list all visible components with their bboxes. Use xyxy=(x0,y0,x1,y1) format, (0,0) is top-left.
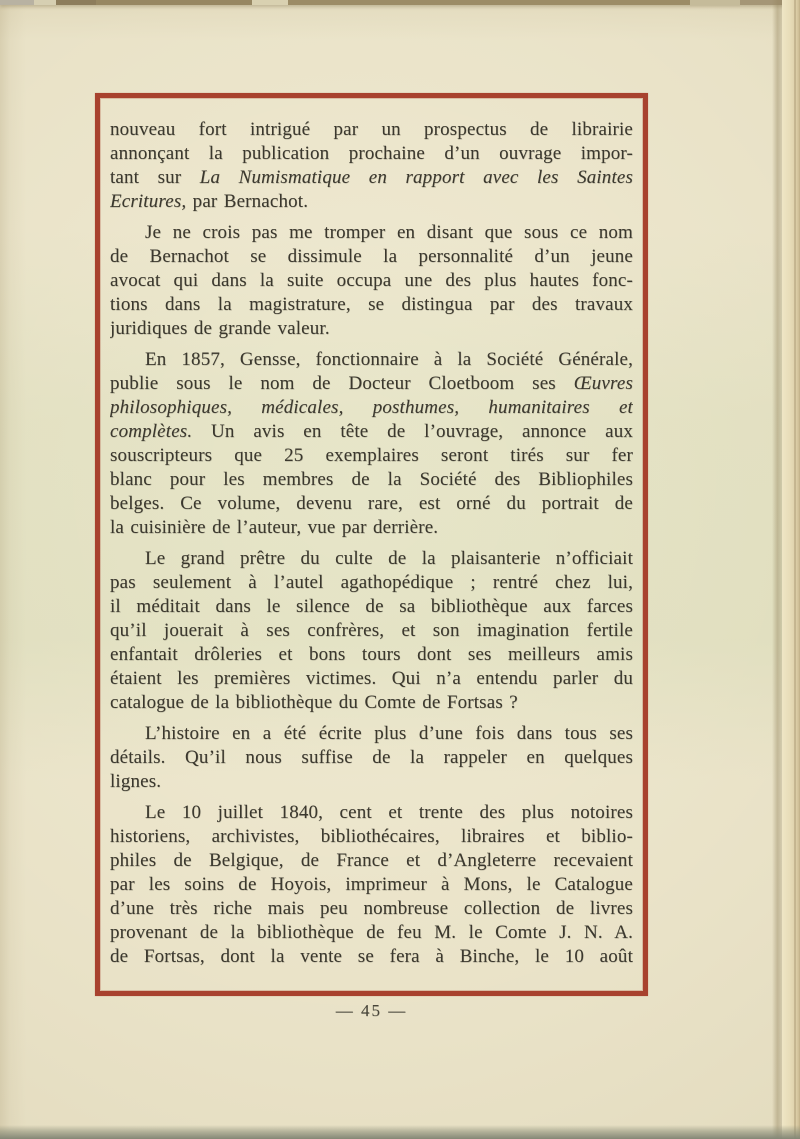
paragraph xyxy=(110,348,633,540)
text-line xyxy=(110,801,633,825)
text-segment: pas seulement à l’autel agathopédique ; rentré chez lui, xyxy=(110,572,633,593)
text-segment: Ecritures, xyxy=(110,191,187,212)
text-segment: En 1857, Gensse, fonctionnaire à la Société Générale, xyxy=(145,349,633,370)
text-line xyxy=(110,245,633,269)
text-line xyxy=(110,746,633,770)
text-line xyxy=(110,221,633,245)
text-line xyxy=(110,348,633,372)
text-segment: détails. Qu’il nous suffise de la rappeler en quelques xyxy=(110,747,633,768)
text-line xyxy=(110,396,633,420)
text-segment: publie sous le nom de Docteur Cloetboom ses xyxy=(110,373,574,394)
text-segment: qu’il jouerait à ses confrères, et son imagination fertile xyxy=(110,620,633,641)
text-segment: Œuvres xyxy=(573,373,633,394)
text-segment: Le grand prêtre du culte de la plaisanterie n’officiait xyxy=(145,548,633,569)
text-segment: d’une très riche mais peu nombreuse collection de livres xyxy=(110,898,633,919)
text-segment: Le 10 juillet 1840, cent et trente des plus notoires xyxy=(145,802,633,823)
text-segment: belges. Ce volume, devenu rare, est orné du portrait de xyxy=(110,493,633,514)
text-segment: provenant de la bibliothèque de feu M. le Comte J. N. A. xyxy=(110,922,633,943)
text-line xyxy=(110,468,633,492)
text-line xyxy=(110,293,633,317)
text-line xyxy=(110,444,633,468)
text-segment: Un avis en tête de l’ouvrage, annonce aux xyxy=(192,421,633,442)
text-segment: La Numismatique en rapport avec les Saintes xyxy=(199,167,633,188)
text-line xyxy=(110,595,633,619)
paragraph xyxy=(110,547,633,715)
text-segment: philosophiques, médicales, posthumes, humanitaires et xyxy=(110,397,633,418)
text-line xyxy=(110,619,633,643)
red-border-frame xyxy=(95,93,648,996)
paragraph xyxy=(110,801,633,969)
page-number: — 45 — xyxy=(335,1001,408,1020)
text-line xyxy=(110,897,633,921)
text-line xyxy=(110,825,633,849)
text-segment: la cuisinière de l’auteur, vue par derrière. xyxy=(110,517,439,538)
text-line xyxy=(110,118,633,142)
text-line xyxy=(110,691,633,715)
text-line xyxy=(110,317,633,341)
adjacent-page-edge xyxy=(782,0,800,1139)
text-segment: il méditait dans le silence de sa bibliothèque aux farces xyxy=(110,596,633,617)
text-line xyxy=(110,516,633,540)
paragraph xyxy=(110,722,633,794)
text-segment: avocat qui dans la suite occupa une des plus hautes fonc- xyxy=(110,270,633,291)
text-segment: juridiques de grande valeur. xyxy=(110,318,330,339)
text-segment: historiens, archivistes, bibliothécaires, libraires et biblio- xyxy=(110,826,633,847)
text-line xyxy=(110,770,633,794)
text-segment: catalogue de la bibliothèque du Comte de Fortsas ? xyxy=(110,692,518,713)
text-line xyxy=(110,849,633,873)
text-line xyxy=(110,722,633,746)
adjacent-page-edge-line xyxy=(794,0,796,1139)
text-line xyxy=(110,873,633,897)
text-segment: de Bernachot se dissimule la personnalité d’un jeune xyxy=(110,246,633,267)
paragraph xyxy=(110,221,633,341)
text-line xyxy=(110,921,633,945)
text-segment: philes de Belgique, de France et d’Angleterre recevaient xyxy=(110,850,633,871)
page-right-crease xyxy=(772,0,782,1139)
text-segment: de Fortsas, dont la vente se fera à Binche, le 10 août xyxy=(110,946,633,967)
text-segment: par les soins de Hoyois, imprimeur à Mons, le Catalogue xyxy=(110,874,633,895)
text-segment: Je ne crois pas me tromper en disant que sous ce nom xyxy=(145,222,633,243)
text-line xyxy=(110,190,633,214)
text-line xyxy=(110,945,633,969)
page-text-block xyxy=(100,98,643,991)
text-segment: tant sur xyxy=(110,167,200,188)
text-line xyxy=(110,571,633,595)
text-line xyxy=(110,492,633,516)
text-segment: blanc pour les membres de la Société des Bibliophiles xyxy=(110,469,633,490)
text-segment: lignes. xyxy=(110,771,162,792)
text-line xyxy=(110,667,633,691)
text-line xyxy=(110,269,633,293)
text-line xyxy=(110,166,633,190)
text-line xyxy=(110,547,633,571)
text-line xyxy=(110,420,633,444)
text-segment: annonçant la publication prochaine d’un ouvrage impor- xyxy=(110,143,633,164)
text-line xyxy=(110,643,633,667)
text-segment: nouveau fort intrigué par un prospectus de librairie xyxy=(110,119,633,140)
text-segment: par Bernachot. xyxy=(186,191,309,212)
text-line xyxy=(110,372,633,396)
text-line xyxy=(110,142,633,166)
text-segment: enfantait drôleries et bons tours dont ses meilleurs amis xyxy=(110,644,633,665)
page-bottom-edge xyxy=(0,1125,800,1139)
text-segment: souscripteurs que 25 exemplaires seront tirés sur fer xyxy=(110,445,633,466)
text-segment: complètes. xyxy=(110,421,193,442)
text-segment: tions dans la magistrature, se distingua par des travaux xyxy=(110,294,633,315)
text-segment: L’histoire en a été écrite plus d’une fois dans tous ses xyxy=(145,723,633,744)
page-top-edge xyxy=(0,0,800,5)
paragraph xyxy=(110,118,633,214)
text-segment: étaient les premières victimes. Qui n’a entendu parler du xyxy=(110,668,633,689)
